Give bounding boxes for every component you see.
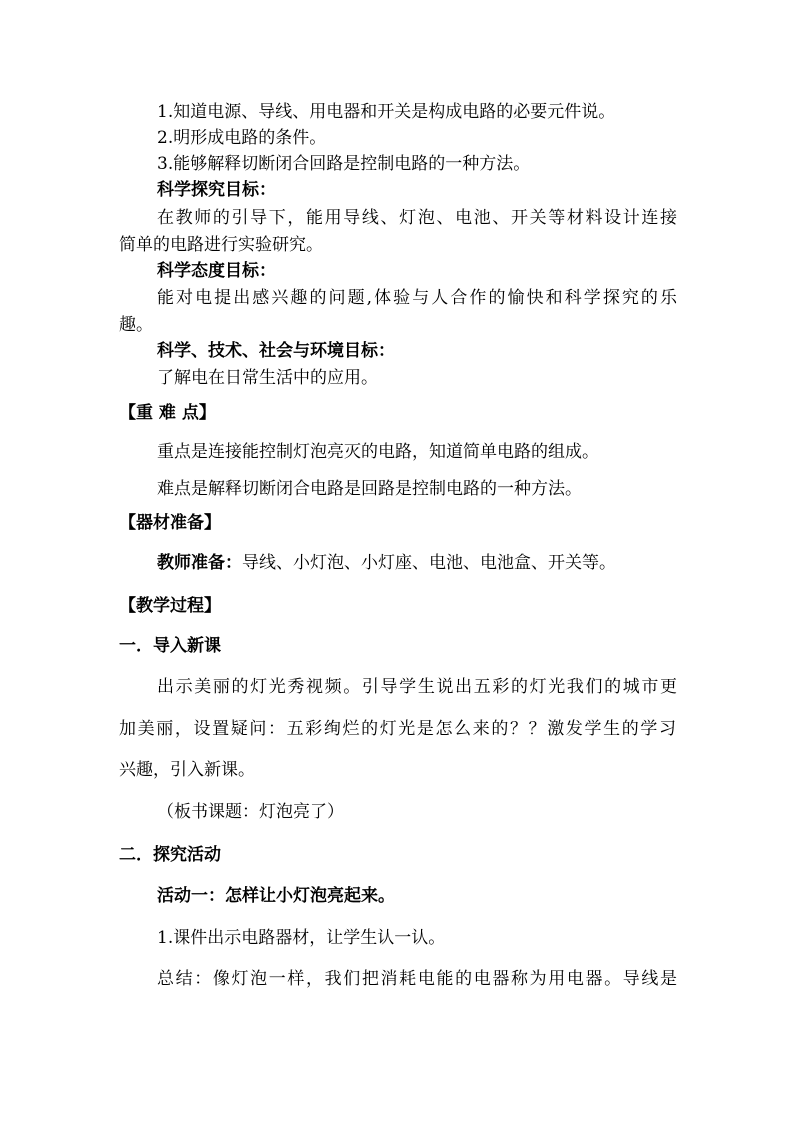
process-heading: 【教学过程】 xyxy=(119,596,221,616)
objective-knowledge-3: 3.能够解释切断闭合回路是控制电路的一种方法。 xyxy=(157,154,531,174)
attitude-heading: 科学态度目标： xyxy=(157,261,276,281)
part1-line-1: 出示美丽的灯光秀视频。引导学生说出五彩的灯光我们的城市更 xyxy=(157,677,677,697)
key-point: 重点是连接能控制灯泡亮灭的电路，知道简单电路的组成。 xyxy=(157,442,599,462)
attitude-line-2: 趣。 xyxy=(119,315,153,335)
teacher-materials-items: 导线、小灯泡、小灯座、电池、电池盒、开关等。 xyxy=(242,553,616,573)
teacher-materials xyxy=(157,551,616,575)
teacher-materials-label: 教师准备： xyxy=(157,553,242,573)
objective-knowledge-1: 1.知道电源、导线、用电器和开关是构成电路的必要元件说。 xyxy=(157,102,616,122)
part1-heading: 一．导入新课 xyxy=(119,636,221,656)
sts-heading: 科学、技术、社会与环境目标： xyxy=(157,341,395,361)
inquiry-line-1: 在教师的引导下，能用导线、灯泡、电池、开关等材料设计连接 xyxy=(157,208,677,228)
part1-line-3: 兴趣，引入新课。 xyxy=(119,760,255,780)
board-title: （板书课题：灯泡亮了） xyxy=(157,802,344,822)
sts-line-1: 了解电在日常生活中的应用。 xyxy=(157,368,378,388)
activity1-heading: 活动一：怎样让小灯泡亮起来。 xyxy=(157,886,395,906)
summary-line-1: 总结：像灯泡一样，我们把消耗电能的电器称为用电器。导线是 xyxy=(157,969,677,989)
difficult-point: 难点是解释切断闭合电路是回路是控制电路的一种方法。 xyxy=(157,479,582,499)
inquiry-line-2: 简单的电路进行实验研究。 xyxy=(119,235,323,255)
activity1-step1: 1.课件出示电路器材，让学生认一认。 xyxy=(157,928,446,948)
part1-line-2: 加美丽，设置疑问：五彩绚烂的灯光是怎么来的？？激发学生的学习 xyxy=(119,719,676,739)
materials-heading: 【器材准备】 xyxy=(119,513,221,533)
objective-knowledge-2: 2.明形成电路的条件。 xyxy=(157,128,327,148)
key-points-heading: 【重 难 点】 xyxy=(119,403,216,423)
inquiry-heading: 科学探究目标： xyxy=(157,180,276,200)
part2-heading: 二．探究活动 xyxy=(119,845,221,865)
attitude-line-1: 能对电提出感兴趣的问题,体验与人合作的愉快和科学探究的乐 xyxy=(157,288,677,308)
